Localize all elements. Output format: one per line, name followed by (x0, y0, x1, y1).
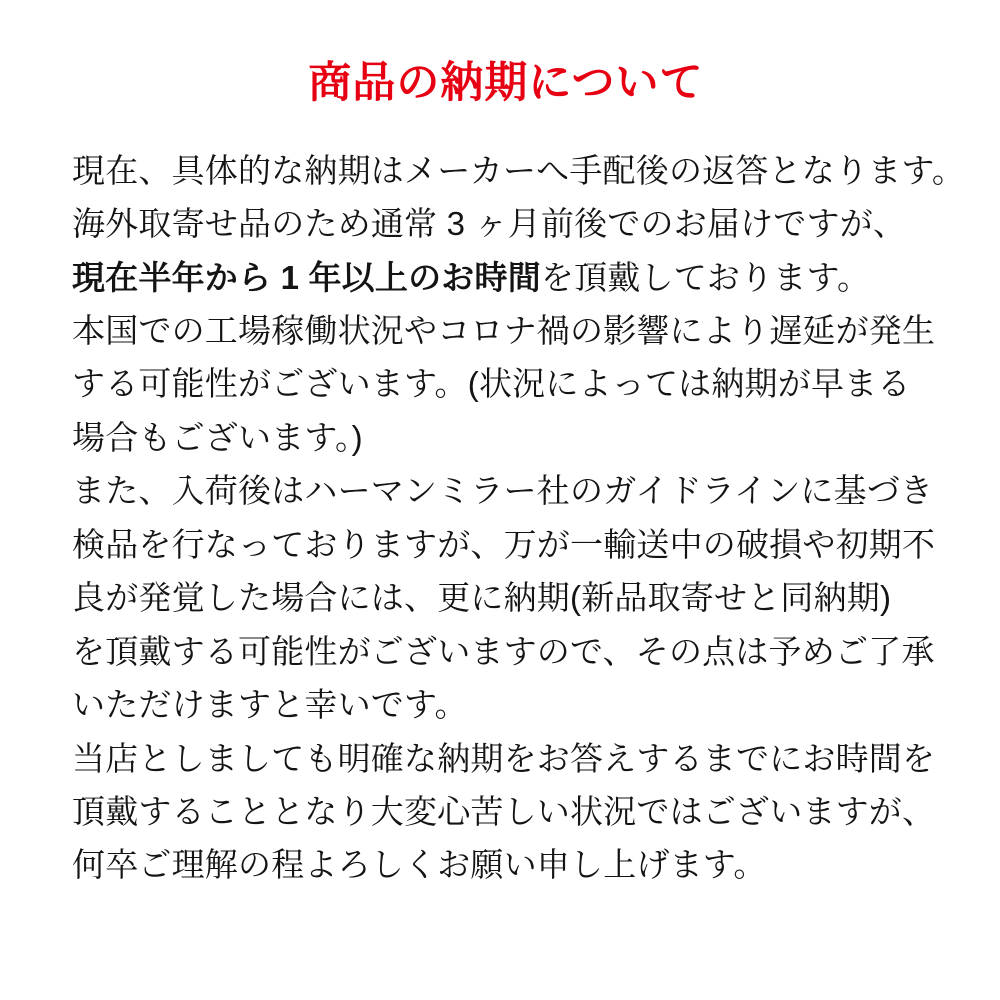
text-line (72, 838, 940, 891)
emphasis-text: 現在半年から 1 年以上のお時間 (72, 258, 541, 296)
text-line (72, 464, 940, 517)
body-text: 場合もございます。) (72, 418, 363, 456)
body-text: する可能性がございます。(状況によっては納期が早まる (72, 365, 911, 403)
body-text: 何卒ご理解の程よろしくお願い申し上げます。 (72, 846, 767, 884)
text-line (72, 197, 940, 250)
paragraph-lead-time (72, 144, 966, 304)
page-title: 商品の納期について (308, 59, 704, 107)
text-line (72, 304, 940, 357)
paragraph-apology (72, 732, 940, 892)
text-line (72, 625, 940, 678)
body-text: を頂戴する可能性がございますので、その点は予めご了承 (72, 632, 935, 670)
body-text: また、入荷後はハーマンミラー社のガイドラインに基づき (72, 472, 934, 510)
text-line (72, 411, 940, 464)
body-text: 海外取寄せ品のため通常 3 ヶ月前後でのお届けですが、 (72, 205, 907, 243)
body-text: 本国での工場稼働状況やコロナ禍の影響により遅延が発生 (72, 311, 936, 349)
text-line (72, 678, 940, 731)
body-text: 検品を行なっておりますが、万が一輸送中の破損や初期不 (72, 525, 936, 563)
notice-body (72, 144, 966, 892)
text-line (72, 518, 940, 571)
body-text: いただけますと幸いです。 (72, 686, 468, 724)
text-line (72, 357, 940, 410)
text-line (72, 571, 940, 624)
text-line (72, 785, 940, 838)
body-text: 頂戴することとなり大変心苦しい状況ではございますが、 (72, 793, 936, 831)
body-text: 当店としましても明確な納期をお答えするまでにお時間を (72, 739, 936, 777)
text-line (72, 732, 940, 785)
text-line (72, 144, 966, 197)
paragraph-inspection (72, 464, 940, 731)
body-text: 良が発覚した場合には、更に納期(新品取寄せと同納期) (72, 579, 892, 617)
text-line (72, 251, 940, 304)
body-text: を頂戴しております。 (540, 258, 871, 296)
body-text: 現在、具体的な納期はメーカーへ手配後の返答となります。 (72, 151, 966, 189)
paragraph-factory-delay (72, 304, 940, 464)
